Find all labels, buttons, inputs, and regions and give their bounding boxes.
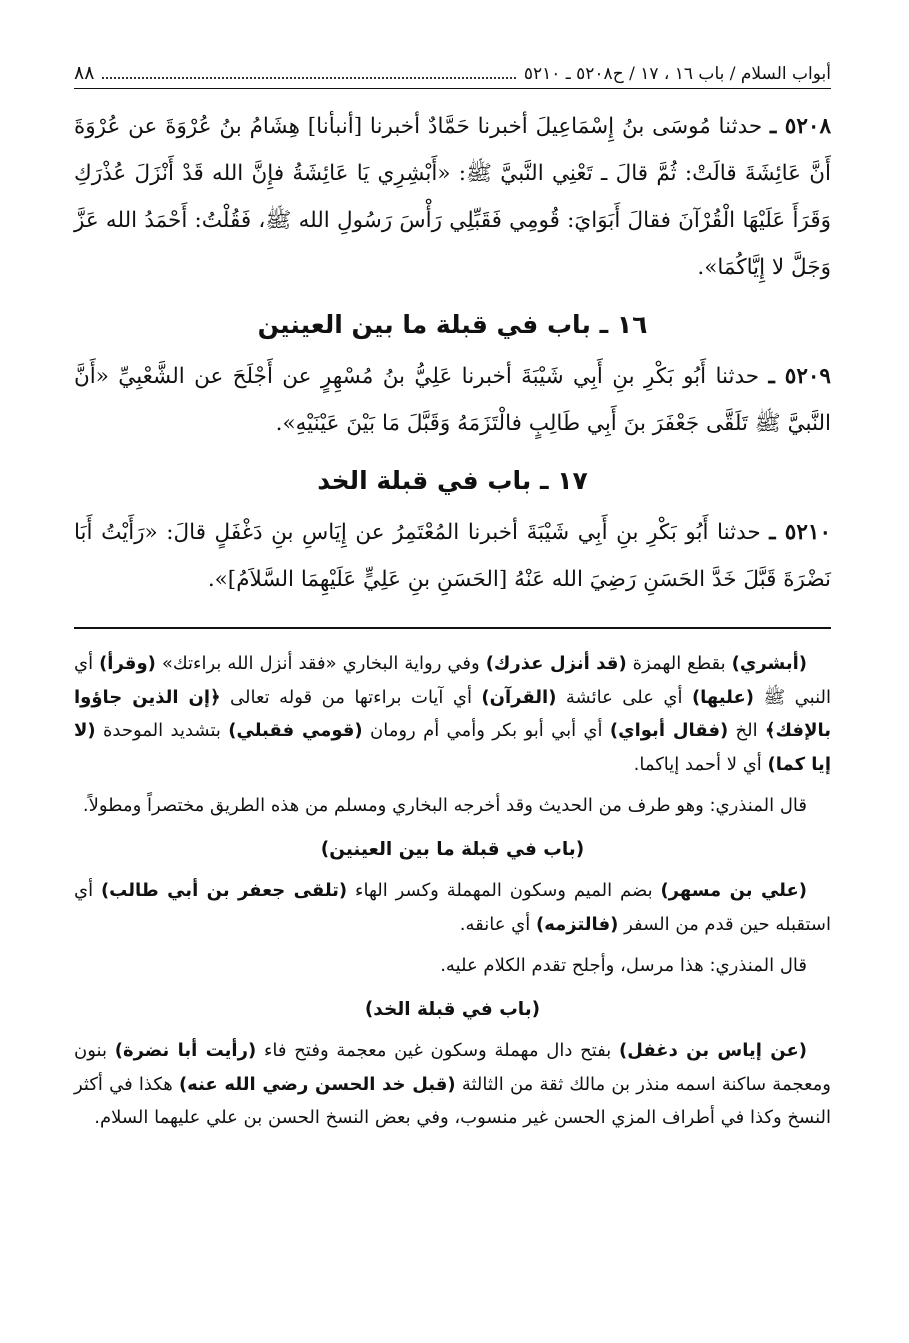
hadith-text: حدثنا أَبُو بَكْرِ بنِ أَبِي شَيْبَةَ أخبرنا عَلِيُّ بنُ مُسْهِرٍ عن أَجْلَحَ عن الشَّعْبِيِّ «أَنَّ النَّبيَّ ﷺ تَلَقَّى جَعْفَرَ بنَ أَبِي طَالِبٍ فالْتَزَمَهُ وَقَبَّلَ مَا بَيْنَ عَيْنَيْهِ». <box>74 364 831 436</box>
hadith-number: ٥٢١٠ ـ <box>769 520 831 545</box>
commentary-text: وفي رواية البخاري «فقد أنزل الله براءتك» <box>155 653 486 674</box>
bold-term: (علي بن مسهر) <box>660 880 808 901</box>
bold-term: (القرآن) <box>481 686 557 708</box>
running-header <box>74 62 831 89</box>
chapter-number: ١٧ ـ <box>540 466 588 495</box>
commentary-section <box>74 647 831 1135</box>
commentary-text: أي آيات براءتها من قوله تعالى <box>220 686 482 708</box>
chapter-heading-17 <box>74 461 831 501</box>
hadith-number: ٥٢٠٩ ـ <box>768 364 831 389</box>
header-dot-leader <box>102 67 515 79</box>
commentary-paragraph-4: قال المنذري: هذا مرسل، وأجلح تقدم الكلام عليه. <box>440 955 807 976</box>
bold-term: (عليها) <box>691 686 755 708</box>
bold-term: (عن إياس بن دغفل) <box>619 1040 807 1061</box>
commentary-text: أي على عائشة <box>556 686 692 708</box>
bold-term: (وقرأ) <box>99 653 156 674</box>
bold-term: (رأيت أبا نضرة) <box>114 1040 257 1061</box>
commentary-subheading-1: (باب في قبلة ما بين العينين) <box>320 838 585 860</box>
bold-term: (قبل خد الحسن رضي الله عنه) <box>178 1073 456 1095</box>
commentary-paragraph-1 <box>74 647 831 781</box>
commentary-text: أي أبي أبو بكر وأمي أم رومان <box>362 720 610 741</box>
hadith-5209 <box>74 353 831 447</box>
bold-term: (قد أنزل عذرك) <box>485 653 627 674</box>
hadith-number: ٥٢٠٨ ـ <box>770 114 831 139</box>
commentary-text: بنون ومعجمة ساكنة اسمه منذر بن مالك ثقة من الثالثة <box>74 1040 831 1095</box>
commentary-text: بفتح دال مهملة وسكون غين معجمة وفتح فاء <box>256 1040 620 1061</box>
running-title: أبواب السلام / باب ١٦ ، ١٧ / ح٥٢٠٨ ـ ٥٢١٠ <box>523 64 831 84</box>
chapter-number: ١٦ ـ <box>599 310 648 339</box>
bold-term: (قومي فقبلي) <box>228 720 363 741</box>
hadith-text: حدثنا أَبُو بَكْرِ بنِ أَبِي شَيْبَةَ أخبرنا المُعْتَمِرُ عن إِيَاسِ بنِ دَغْفَلٍ قالَ: «رَأَيْتُ أَبَا نَضْرَةَ قَبَّلَ خَدَّ الحَسَنِ رَضِيَ الله عَنْهُ [الحَسَنِ بنِ عَلِيٍّ عَلَيْهِمَا السَّلاَمُ]». <box>74 520 831 592</box>
footnote-separator <box>74 627 831 629</box>
commentary-subheading-2: (باب في قبلة الخد) <box>364 998 541 1020</box>
bold-term: (فقال أبواي) <box>609 720 729 741</box>
commentary-paragraph-2: قال المنذري: وهو طرف من الحديث وقد أخرجه البخاري ومسلم من هذه الطريق مختصراً ومطولاً. <box>82 795 807 816</box>
matn-section <box>74 103 831 603</box>
hadith-text: حدثنا مُوسَى بنُ إِسْمَاعِيلَ أخبرنا حَمَّادٌ أخبرنا [أنبأنا] هِشَامُ بنُ عُرْوَةَ عن عُرْوَةَ أَنَّ عَائِشَةَ قالَتْ: ثُمَّ قالَ ـ تَعْنِي النَّبيَّ ﷺ: «أَبْشِرِي يَا عَائِشَةُ فإِنَّ الله قَدْ أَنْزَلَ عُذْرَكِ وَقَرَأَ عَلَيْهَا الْقُرْآنَ فقالَ أَبَوَايَ: قُومِي فَقَبِّلِي رَأْسَ رَسُولِ الله ﷺ، فَقُلْتُ: أَحْمَدُ الله عَزَّ وَجَلَّ لا إِيَّاكُمَا». <box>74 114 831 280</box>
commentary-text: أي النبي ﷺ <box>74 653 831 708</box>
commentary-text: بضم الميم وسكون المهملة وكسر الهاء <box>347 880 661 901</box>
page-number: ٨٨ <box>74 62 95 84</box>
commentary-paragraph-5 <box>74 1034 831 1135</box>
commentary-text: الخ <box>728 720 765 741</box>
commentary-text: بتشديد الموحدة <box>95 720 229 741</box>
chapter-label: باب <box>487 466 532 495</box>
bold-term: (لا إيا كما) <box>74 720 831 775</box>
bold-term: (تلقى جعفر بن أبي طالب) <box>100 880 348 901</box>
commentary-text: أي لا أحمد إياكما. <box>633 753 768 775</box>
bold-term: (أبشري) <box>731 653 808 674</box>
bold-term: (فالتزمه) <box>535 913 619 935</box>
hadith-5210 <box>74 509 831 603</box>
chapter-title: في قبلة الخد <box>317 466 479 495</box>
commentary-paragraph-3 <box>74 874 831 941</box>
commentary-text: بقطع الهمزة <box>626 653 732 674</box>
commentary-text: أي استقبله حين قدم من السفر <box>74 880 831 935</box>
hadith-5208 <box>74 103 831 291</box>
chapter-label: باب <box>546 310 591 339</box>
commentary-text: هكذا في أكثر النسخ وكذا في أطراف المزي الحسن غير منسوب، وفي بعض النسخ الحسن بن علي عليهما السلام. <box>74 1073 831 1128</box>
quran-quote: ﴿إن الذين جاؤوا بالإفك﴾ <box>74 686 832 741</box>
chapter-title: في قبلة ما بين العينين <box>257 310 539 339</box>
commentary-text: أي عانقه. <box>459 913 536 935</box>
chapter-heading-16 <box>74 305 831 345</box>
